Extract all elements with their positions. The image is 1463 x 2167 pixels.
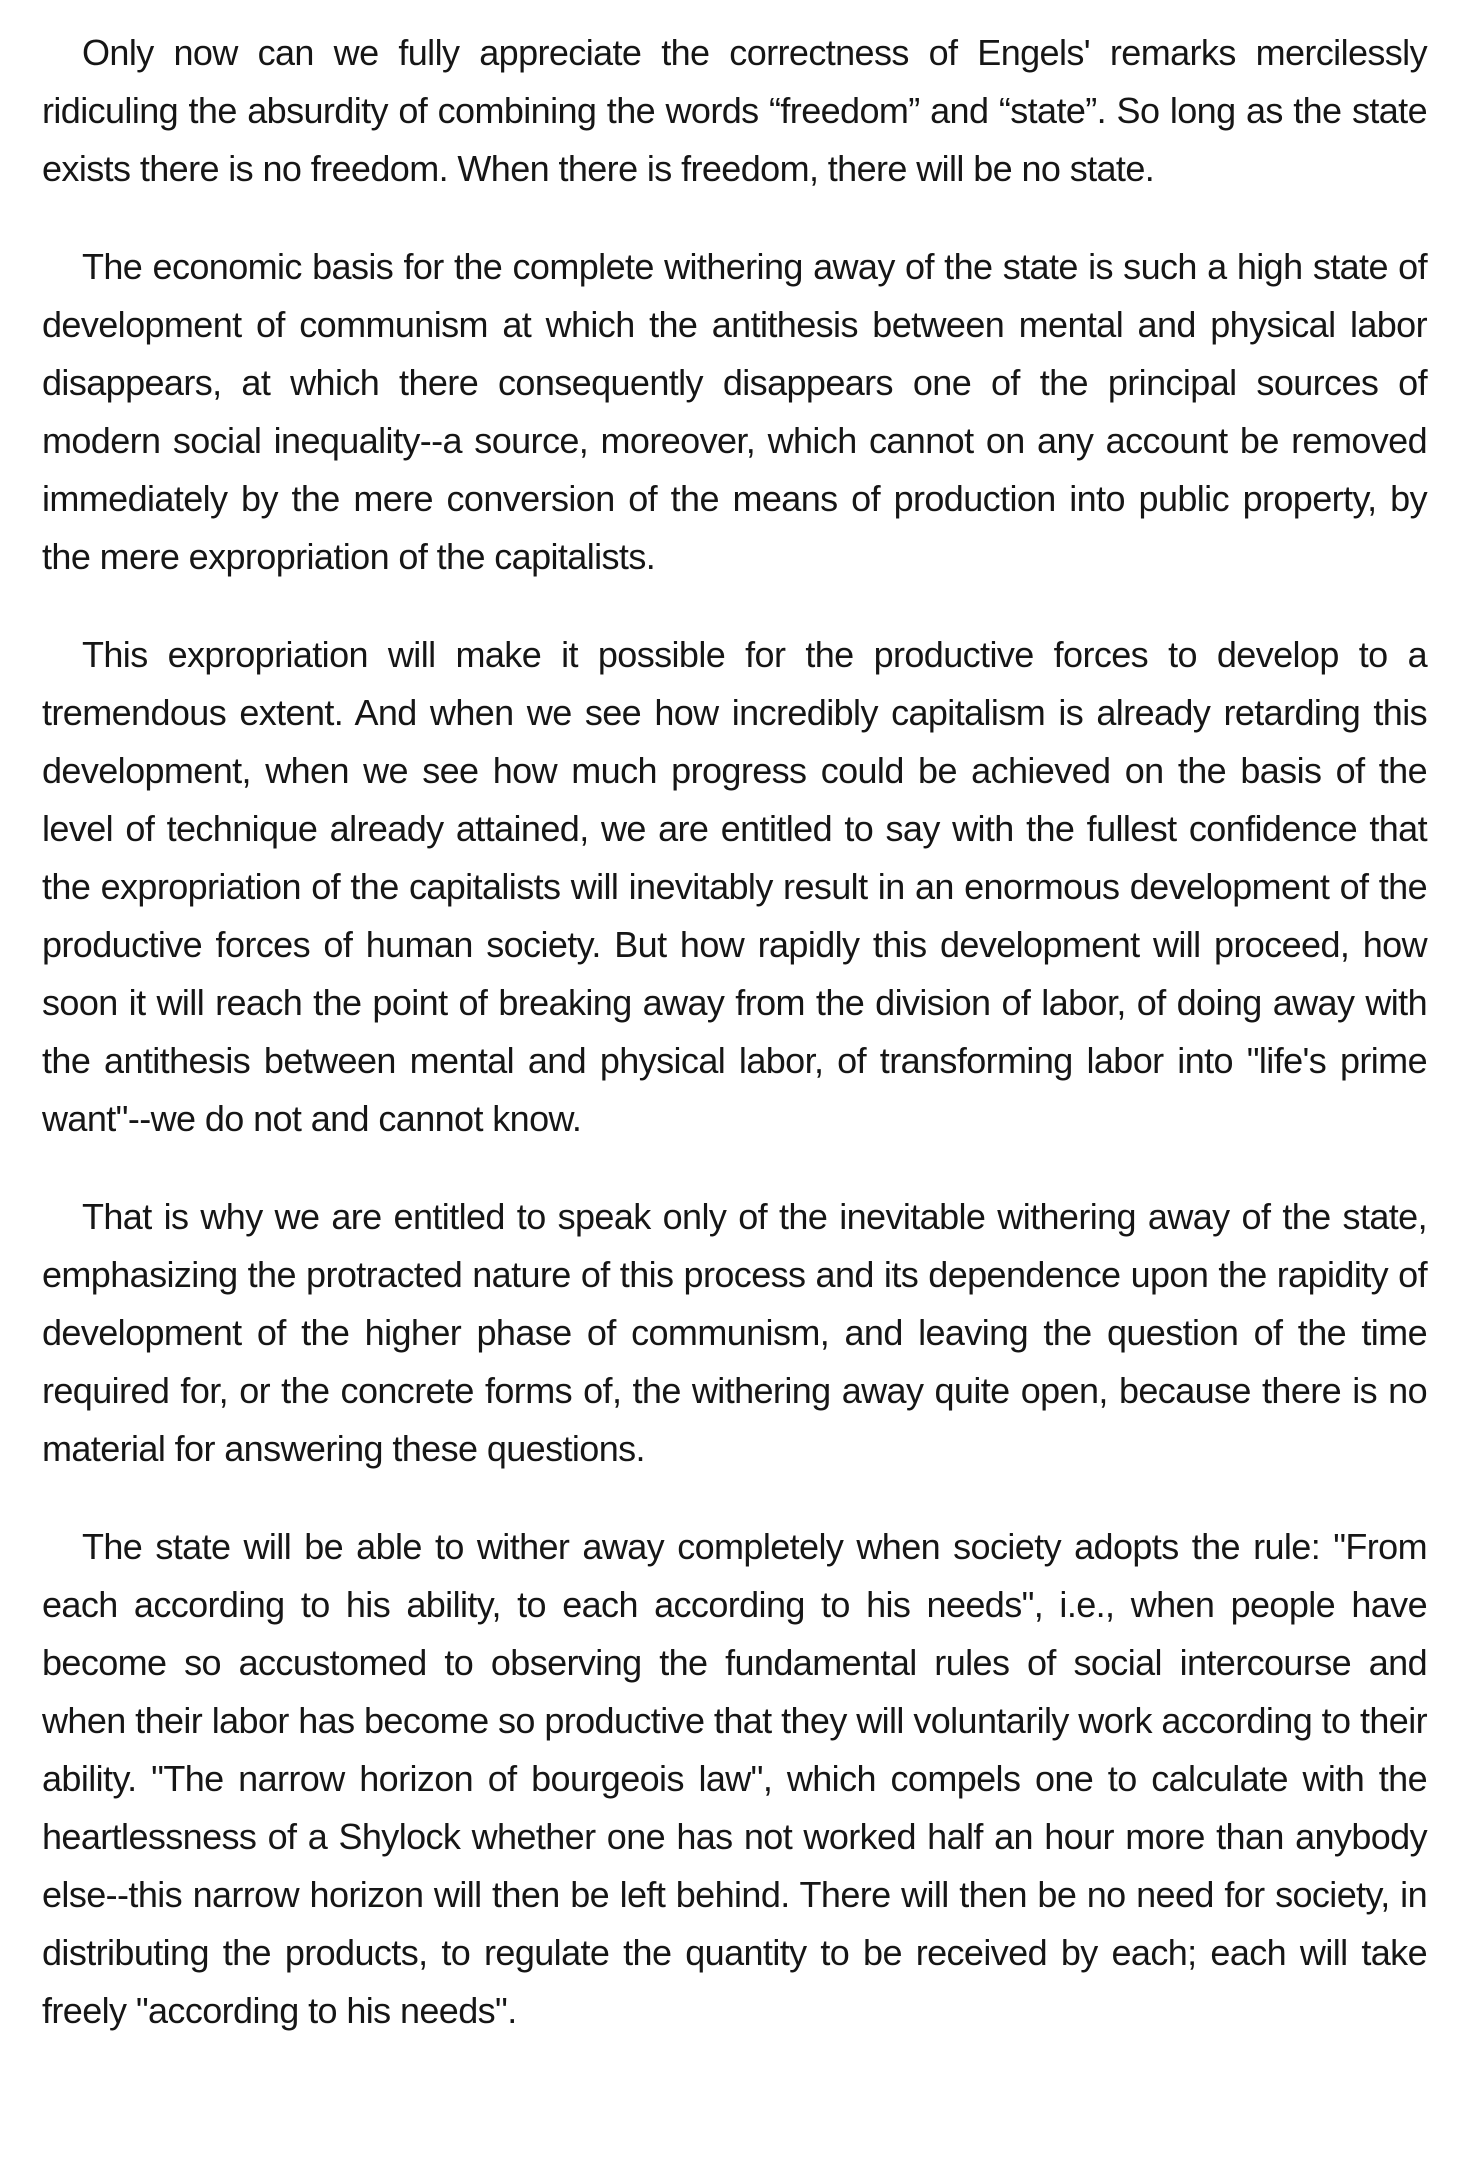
paragraph-4: That is why we are entitled to speak only of the inevitable withering away of the state, emphasizing the protracted nature of this process and its dependence upon the rapidity of development of the higher phase of communism, and leaving the question of the time required for, or the concrete forms of, the withering away quite open, because there is no material for answering these questions.	[42, 1196, 1427, 1469]
paragraph-1: Only now can we fully appreciate the correctness of Engels' remarks mercilessly ridiculing the absurdity of combining the words “freedom” and “state”. So long as the state exists there is no freedom. When there is freedom, there will be no state.	[42, 32, 1427, 189]
paragraph-5: The state will be able to wither away completely when society adopts the rule: "From each according to his ability, to each according to his needs", i.e., when people have become so accustomed to observing the fundamental rules of social intercourse and when their labor has become so productive that they will voluntarily work according to their ability. "The narrow horizon of bourgeois law", which compels one to calculate with the heartlessness of a Shylock whether one has not worked half an hour more than anybody else--this narrow horizon will then be left behind. There will then be no need for society, in distributing the products, to regulate the quantity to be received by each; each will take freely "according to his needs".	[42, 1526, 1427, 2031]
paragraph-3: This expropriation will make it possible for the productive forces to develop to a tremendous extent. And when we see how incredibly capitalism is already retarding this development, when we see how much progress could be achieved on the basis of the level of technique already attained, we are entitled to say with the fullest confidence that the expropriation of the capitalists will inevitably result in an enormous development of the productive forces of human society. But how rapidly this development will proceed, how soon it will reach the point of breaking away from the division of labor, of doing away with the antithesis between mental and physical labor, of transforming labor into "life's prime want"--we do not and cannot know.	[42, 634, 1427, 1139]
paragraph-2: The economic basis for the complete withering away of the state is such a high state of development of communism at which the antithesis between mental and physical labor disappears, at which there consequently disappears one of the principal sources of modern social inequality--a source, moreover, which cannot on any account be removed immediately by the mere conversion of the means of production into public property, by the mere expropriation of the capitalists.	[42, 246, 1427, 577]
